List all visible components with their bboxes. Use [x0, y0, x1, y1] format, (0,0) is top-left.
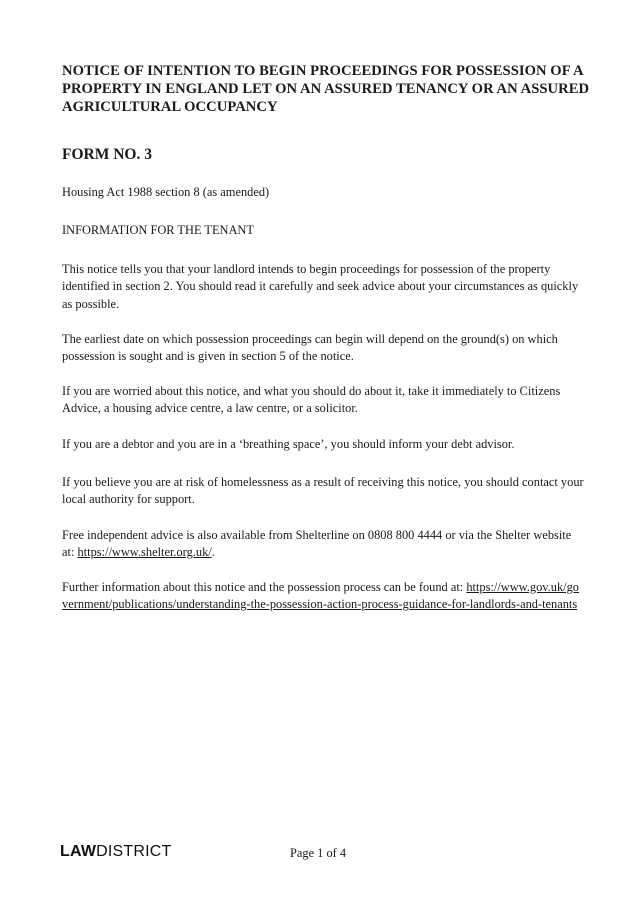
paragraph-homelessness: If you believe you are at risk of homelessness as a result of receiving this notice, you should contact your local authority for support. [62, 475, 584, 507]
paragraph-further-info [62, 579, 580, 614]
further-info-text: Further information about this notice and the possession process can be found at: [62, 580, 467, 594]
brand-logo-bold: LAW [60, 843, 97, 860]
shelter-text-end: . [211, 545, 215, 560]
page-number: Page 1 of 4 [290, 846, 347, 860]
document-title: NOTICE OF INTENTION TO BEGIN PROCEEDINGS FOR POSSESSION OF A PROPERTY IN ENGLAND LET ON AN ASSURED TENANCY OR AN ASSURED AGRICULTURAL OCCUPANCY [62, 63, 590, 115]
act-reference: Housing Act 1988 section 8 (as amended) [62, 185, 270, 199]
paragraph-debtor: If you are a debtor and you are in a ‘breathing space’, you should inform your debt advisor. [62, 437, 515, 451]
shelter-text: Free independent advice is also available from Shelterline on 0808 800 4444 or via the Shelter website at: [62, 528, 572, 560]
paragraph-intro: This notice tells you that your landlord intends to begin proceedings for possession of the property identified in section 2. You should read it carefully and seek advice about your circumstances as quickly as possible. [62, 262, 579, 311]
paragraph-worried: If you are worried about this notice, and what you should do about it, take it immediately to Citizens Advice, a housing advice centre, a law centre, or a solicitor. [62, 384, 561, 416]
guidance-link[interactable]: https://www.gov.uk/government/publications/understanding-the-possession-action-process-guidance-for-landlords-and-tenants [62, 580, 580, 612]
brand-logo-regular: DISTRICT [96, 843, 172, 860]
shelter-link[interactable]: https://www.shelter.org.uk/ [77, 545, 212, 560]
form-number: FORM NO. 3 [62, 146, 152, 163]
brand-logo [60, 843, 172, 861]
paragraph-shelter [62, 527, 586, 562]
paragraph-earliest-date: The earliest date on which possession proceedings can begin will depend on the ground(s) on which possession is sought and is given in section 5 of the notice. [62, 332, 558, 364]
section-heading: INFORMATION FOR THE TENANT [62, 223, 254, 237]
